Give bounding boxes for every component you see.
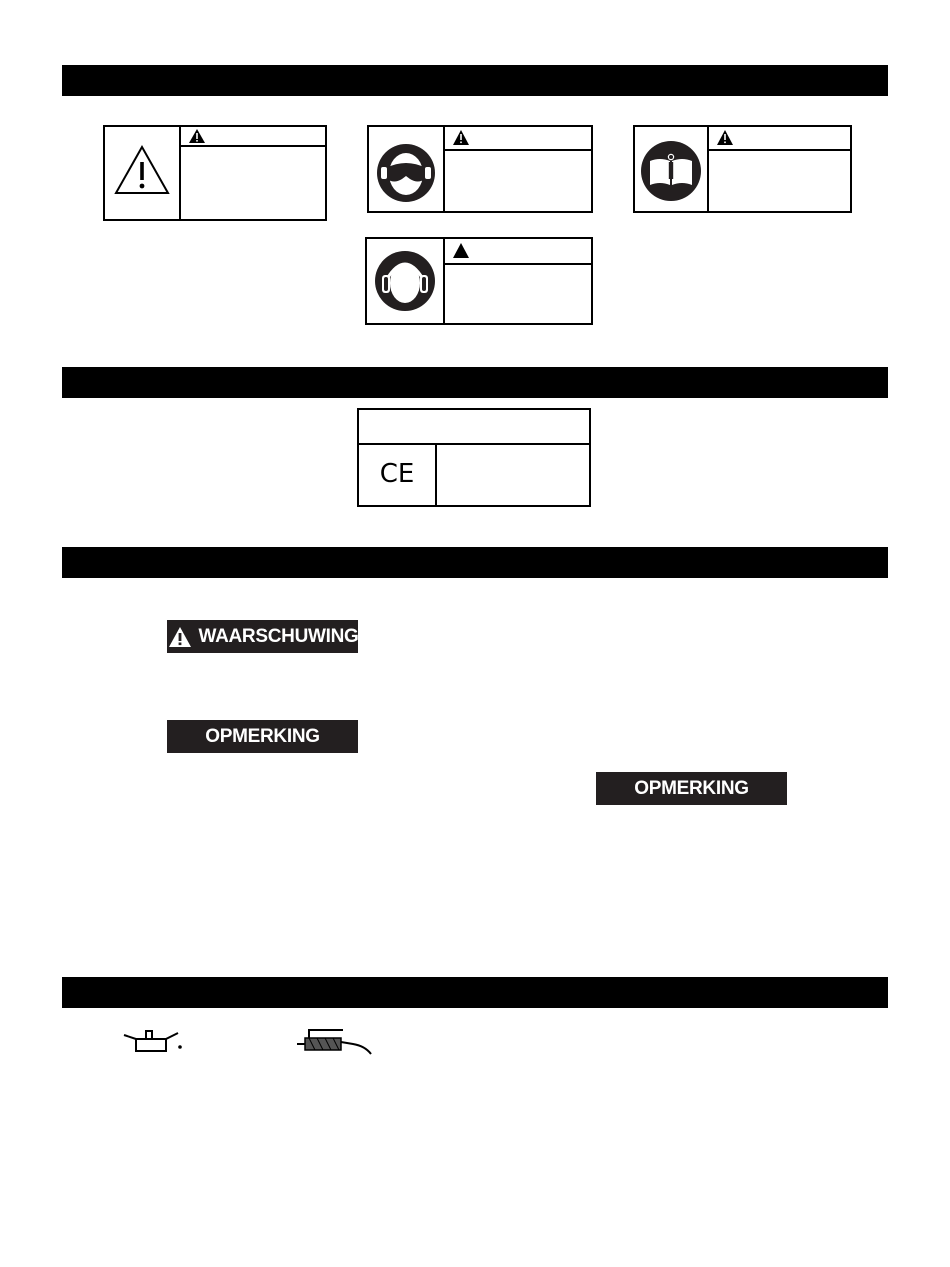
alert-triangle-icon <box>715 127 755 149</box>
notice-label-text: OPMERKING <box>205 725 320 747</box>
ce-mark-cell <box>359 443 437 505</box>
warning-symbol-header <box>179 127 325 147</box>
notice-inline-label <box>596 772 787 805</box>
eye-protection-symbol-cell <box>369 127 445 211</box>
warning-label-text: WAARSCHUWING <box>198 625 359 647</box>
ce-box <box>357 408 591 507</box>
notice-signal-label <box>167 720 358 753</box>
section-bar-4 <box>62 977 888 1008</box>
section-bar-3 <box>62 547 888 578</box>
warning-triangle-icon <box>105 127 179 219</box>
ear-protection-symbol-cell <box>367 239 445 323</box>
read-manual-header <box>707 127 850 151</box>
read-manual-icon <box>635 127 707 211</box>
alert-triangle-icon <box>451 239 491 261</box>
warning-symbol-box <box>103 125 327 221</box>
ear-protection-icon <box>367 239 443 323</box>
warning-label-icon <box>167 625 193 649</box>
read-manual-box <box>633 125 852 213</box>
warning-signal-label <box>167 620 358 653</box>
alert-triangle-icon <box>187 127 227 145</box>
alert-triangle-icon <box>451 127 491 149</box>
section-bar-2 <box>62 367 888 398</box>
warning-symbol-cell <box>105 127 181 219</box>
section-bar-1 <box>62 65 888 96</box>
ce-mark: CE <box>379 459 415 489</box>
grease-gun-icon <box>295 1026 375 1058</box>
ce-box-header <box>359 410 589 445</box>
ear-protection-box <box>365 237 593 325</box>
eye-protection-header <box>443 127 591 151</box>
safety-goggles-icon <box>369 127 443 211</box>
oil-can-icon <box>122 1027 186 1057</box>
ear-protection-header <box>443 239 591 265</box>
eye-protection-box <box>367 125 593 213</box>
read-manual-symbol-cell <box>635 127 709 211</box>
notice-inline-label-text: OPMERKING <box>634 777 749 799</box>
